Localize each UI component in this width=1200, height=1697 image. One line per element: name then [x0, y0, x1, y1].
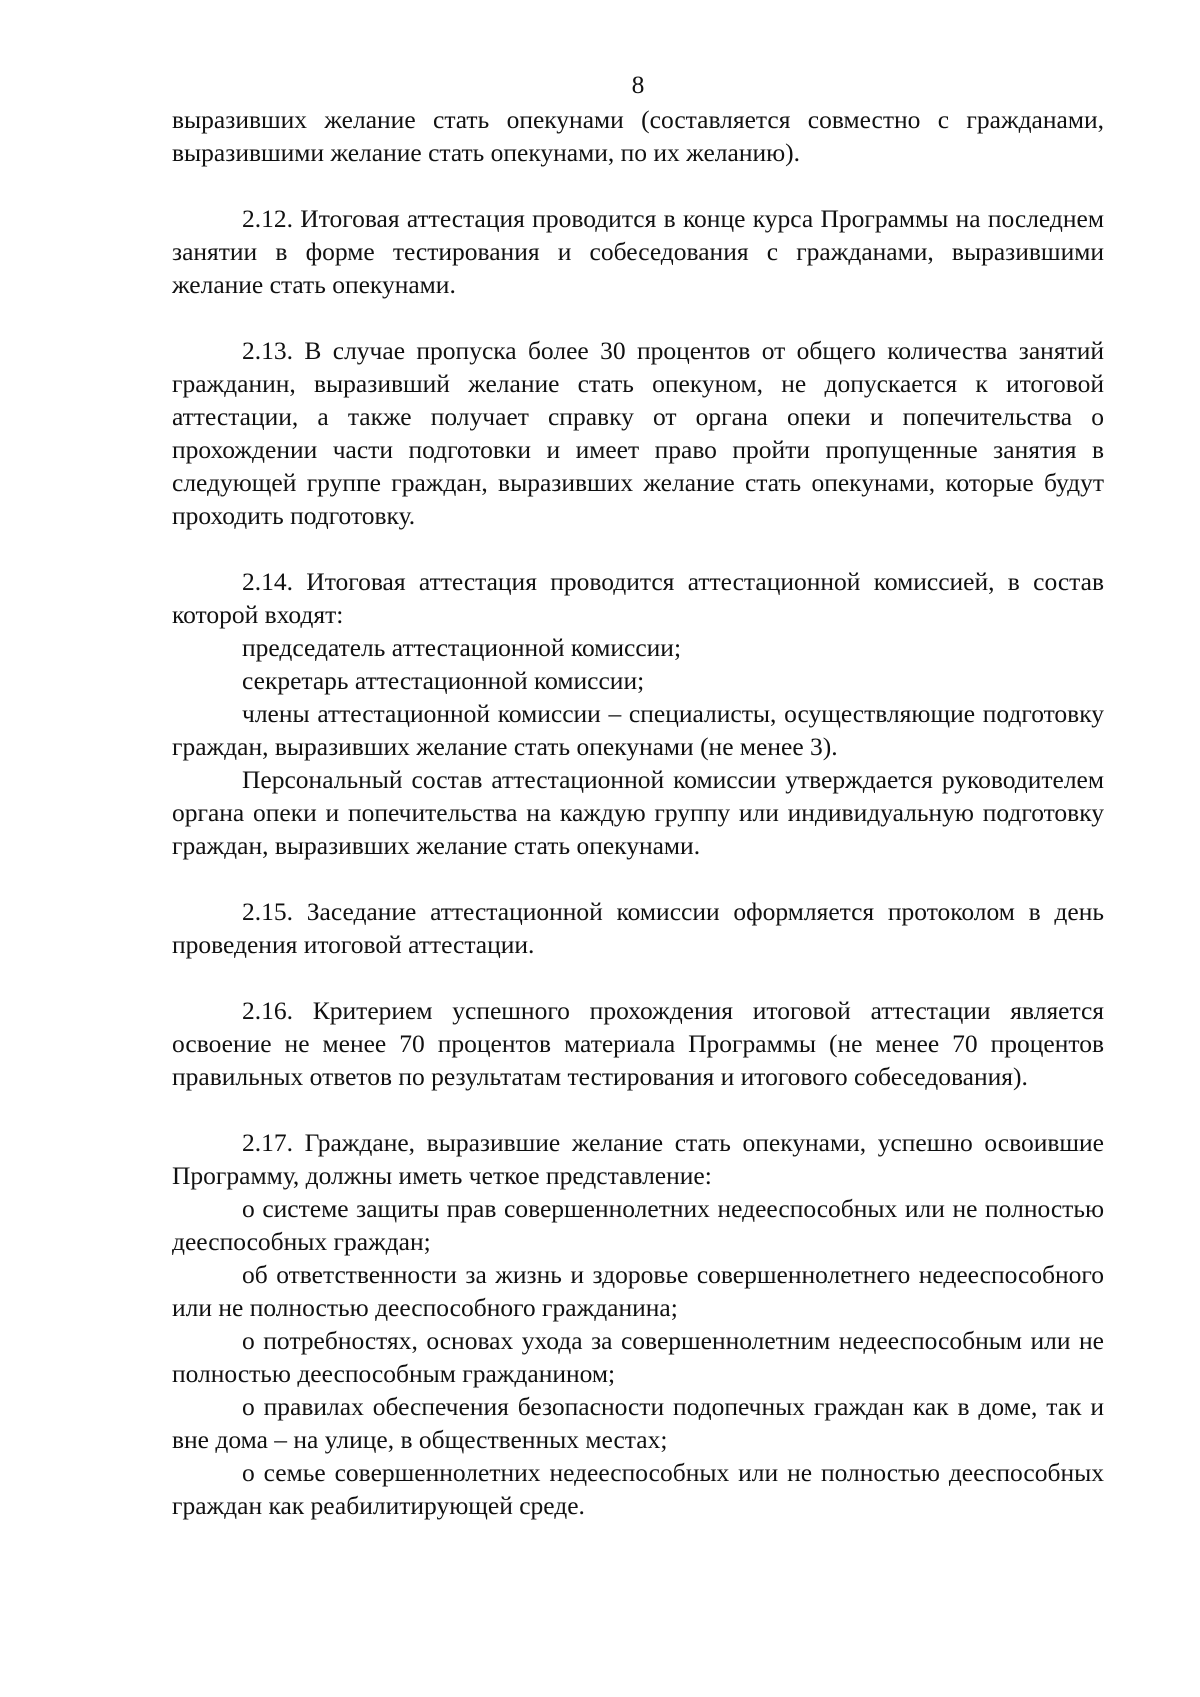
paragraph-continuation: выразивших желание стать опекунами (составляется совместно с гражданами, выразившими желание стать опекунами, по их желанию). — [172, 105, 1104, 167]
paragraph-2-15: 2.15. Заседание аттестационной комиссии оформляется протоколом в день проведения итоговой аттестации. — [172, 897, 1104, 959]
knowledge-item-rights-protection: о системе защиты прав совершеннолетних недееспособных или не полностью дееспособных граждан; — [172, 1194, 1104, 1256]
paragraph-2-14: 2.14. Итоговая аттестация проводится аттестационной комиссией, в состав которой входят: — [172, 567, 1104, 629]
knowledge-item-care-needs: о потребностях, основах ухода за совершеннолетним недееспособным или не полностью дееспособным гражданином; — [172, 1326, 1104, 1388]
paragraph-2-16: 2.16. Критерием успешного прохождения итоговой аттестации является освоение не менее 70 процентов материала Программы (не менее 70 процентов правильных ответов по результатам тестирования и итогового собеседования). — [172, 996, 1104, 1091]
commission-members-item: члены аттестационной комиссии – специалисты, осуществляющие подготовку граждан, выразивших желание стать опекунами (не менее 3). — [172, 699, 1104, 761]
paragraph-2-13: 2.13. В случае пропуска более 30 процентов от общего количества занятий гражданин, выразивший желание стать опекуном, не допускается к итоговой аттестации, а также получает справку от органа опеки и попечительства о прохождении части подготовки и имеет право пройти пропущенные занятия в следующей группе граждан, выразивших желание стать опекунами, которые будут проходить подготовку. — [172, 336, 1104, 530]
commission-secretary-item: секретарь аттестационной комиссии; — [242, 666, 645, 695]
knowledge-item-family-environment: о семье совершеннолетних недееспособных или не полностью дееспособных граждан как реабилитирующей среде. — [172, 1458, 1104, 1520]
commission-chair-item: председатель аттестационной комиссии; — [242, 633, 682, 662]
paragraph-2-17: 2.17. Граждане, выразившие желание стать опекунами, успешно освоившие Программу, должны иметь четкое представление: — [172, 1128, 1104, 1190]
knowledge-item-responsibility: об ответственности за жизнь и здоровье совершеннолетнего недееспособного или не полностью дееспособного гражданина; — [172, 1260, 1104, 1322]
paragraph-2-12: 2.12. Итоговая аттестация проводится в конце курса Программы на последнем занятии в форме тестирования и собеседования с гражданами, выразившими желание стать опекунами. — [172, 204, 1104, 299]
commission-composition-paragraph: Персональный состав аттестационной комиссии утверждается руководителем органа опеки и попечительства на каждую группу или индивидуальную подготовку граждан, выразивших желание стать опекунами. — [172, 765, 1104, 860]
page-number: 8 — [631, 70, 645, 99]
knowledge-item-safety-rules: о правилах обеспечения безопасности подопечных граждан как в доме, так и вне дома – на улице, в общественных местах; — [172, 1392, 1104, 1454]
